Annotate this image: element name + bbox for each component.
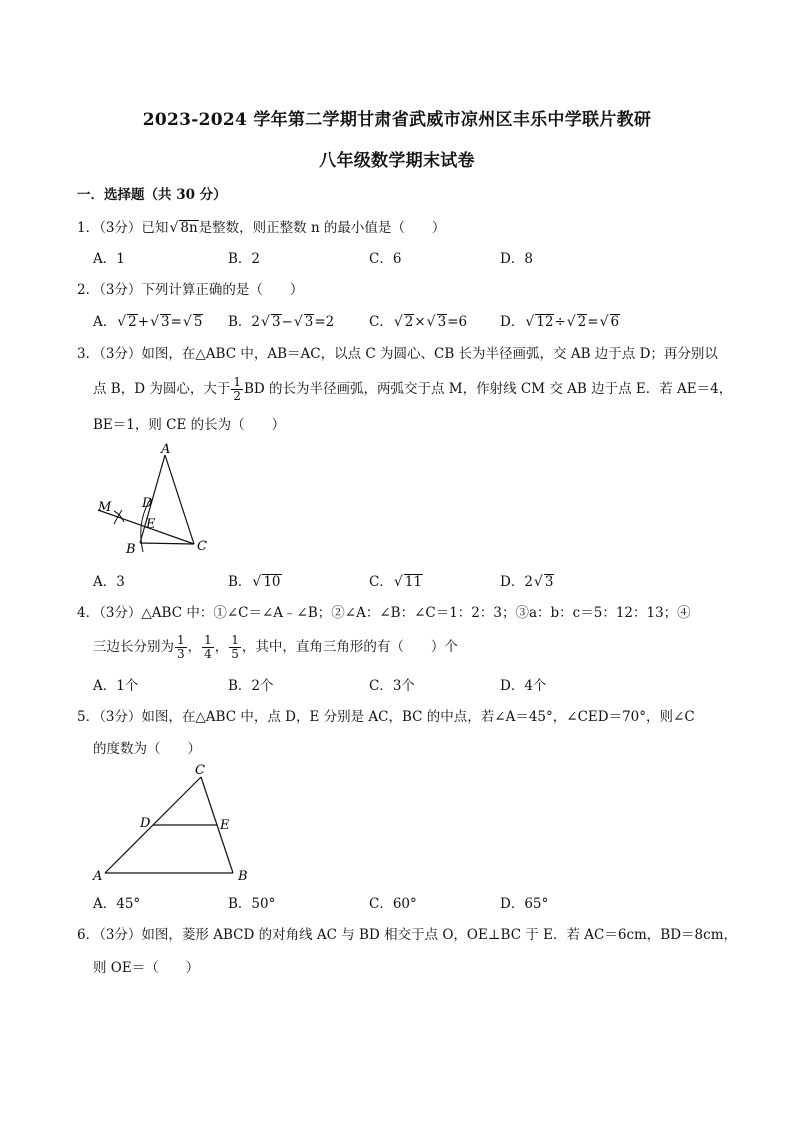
q1-option-c: C．6 bbox=[369, 251, 402, 267]
question-3-line1: 3．（3分）如图，在△ABC 中，AB＝AC，以点 C 为圆心、CB 长为半径画弧，交 AB 边于点 D；再分别以 bbox=[77, 346, 718, 362]
q5-figure bbox=[88, 760, 258, 885]
point-C: C bbox=[197, 539, 207, 554]
point-D: D bbox=[140, 816, 151, 831]
point-D: D bbox=[142, 496, 153, 511]
q2-option-b: B．2√ 3−√ 3=2 bbox=[228, 314, 335, 330]
point-E: E bbox=[220, 818, 230, 833]
q5-option-d: D．65° bbox=[500, 896, 549, 912]
point-B: B bbox=[238, 869, 248, 884]
q1-suffix: 是整数，则正整数 n 的最小值是（ ） bbox=[198, 220, 446, 236]
point-C: C bbox=[195, 763, 205, 778]
fraction-fifth: $\frac{1}{5}$ bbox=[231, 633, 239, 661]
exam-title: 2023-2024 学年第二学期甘肃省武威市凉州区丰乐中学联片教研 bbox=[142, 110, 652, 130]
q5-option-a: A．45° bbox=[93, 896, 141, 912]
q5-option-b: B．50° bbox=[228, 896, 276, 912]
q1-option-d: D．8 bbox=[500, 251, 533, 267]
q2-option-c: C．√ 2×√ 3=6 bbox=[369, 314, 468, 330]
question-2: 2．（3分）下列计算正确的是（ ） bbox=[77, 282, 304, 298]
point-A: A bbox=[93, 869, 103, 884]
q3-option-c: C．√ 11 bbox=[369, 574, 422, 590]
q3-option-a: A．3 bbox=[93, 574, 125, 590]
fraction-half: $\frac{1}{2}$ bbox=[233, 375, 241, 403]
q4-option-a: A．1个 bbox=[93, 678, 139, 694]
fraction-quarter: $\frac{1}{4}$ bbox=[204, 633, 212, 661]
q3-figure bbox=[88, 440, 228, 558]
q4-option-b: B．2个 bbox=[228, 678, 274, 694]
point-E: E bbox=[146, 517, 156, 532]
q3-option-d: D．2√ 3 bbox=[500, 574, 554, 590]
question-5-line2: 的度数为（ ） bbox=[93, 741, 201, 757]
q1-prefix: 1．（3分）已知 bbox=[77, 220, 169, 236]
question-5-line1: 5．（3分）如图，在△ABC 中，点 D，E 分别是 AC，BC 的中点，若∠A＝45°，∠CED＝70°，则∠C bbox=[77, 709, 695, 725]
q2-option-a: A．√ 2+√ 3=√ 5 bbox=[93, 314, 203, 330]
question-6-line2: 则 OE＝（ ） bbox=[93, 960, 200, 976]
point-A: A bbox=[161, 442, 171, 457]
q1-radicand: 8n bbox=[180, 220, 198, 236]
fraction-third: $\frac{1}{3}$ bbox=[177, 633, 185, 661]
point-M: M bbox=[98, 500, 112, 515]
q1-option-a: A．1 bbox=[93, 251, 125, 267]
question-4-line1: 4．（3分）△ABC 中：①∠C＝∠A﹣∠B；②∠A：∠B：∠C＝1：2：3；③a：b：c＝5：12：13；④ bbox=[77, 605, 691, 621]
question-3-line3: BE＝1，则 CE 的长为（ ） bbox=[93, 417, 286, 433]
question-3-line2: 点 B，D 为圆心，大于 $\frac{1}{2}$ BD 的长为半径画弧，两弧交于点 M，作射线 CM 交 AB 边于点 E．若 AE＝4， bbox=[93, 375, 733, 403]
q1-option-b: B．2 bbox=[228, 251, 261, 267]
q3-option-b: B．√ 10 bbox=[228, 574, 281, 590]
question-4-line2: 三边长分别为 $\frac{1}{3}$ ， $\frac{1}{4}$ ， $\frac{1}{5}$ ，其中，直角三角形的有（ ）个 bbox=[93, 633, 458, 661]
q5-option-c: C．60° bbox=[369, 896, 417, 912]
point-B: B bbox=[126, 542, 136, 557]
section-heading: 一．选择题（共 30 分） bbox=[77, 187, 227, 203]
q4-option-d: D．4个 bbox=[500, 678, 547, 694]
question-1 bbox=[77, 216, 445, 236]
question-6-line1: 6．（3分）如图，菱形 ABCD 的对角线 AC 与 BD 相交于点 O，OE⊥BC 于 E．若 AC＝6cm，BD＝8cm， bbox=[77, 927, 738, 943]
q2-option-d: D．√ 12÷√ 2=√ 6 bbox=[500, 314, 620, 330]
sqrt-sign: √ bbox=[169, 220, 179, 236]
exam-subtitle: 八年级数学期末试卷 bbox=[319, 151, 475, 171]
q4-option-c: C．3个 bbox=[369, 678, 415, 694]
